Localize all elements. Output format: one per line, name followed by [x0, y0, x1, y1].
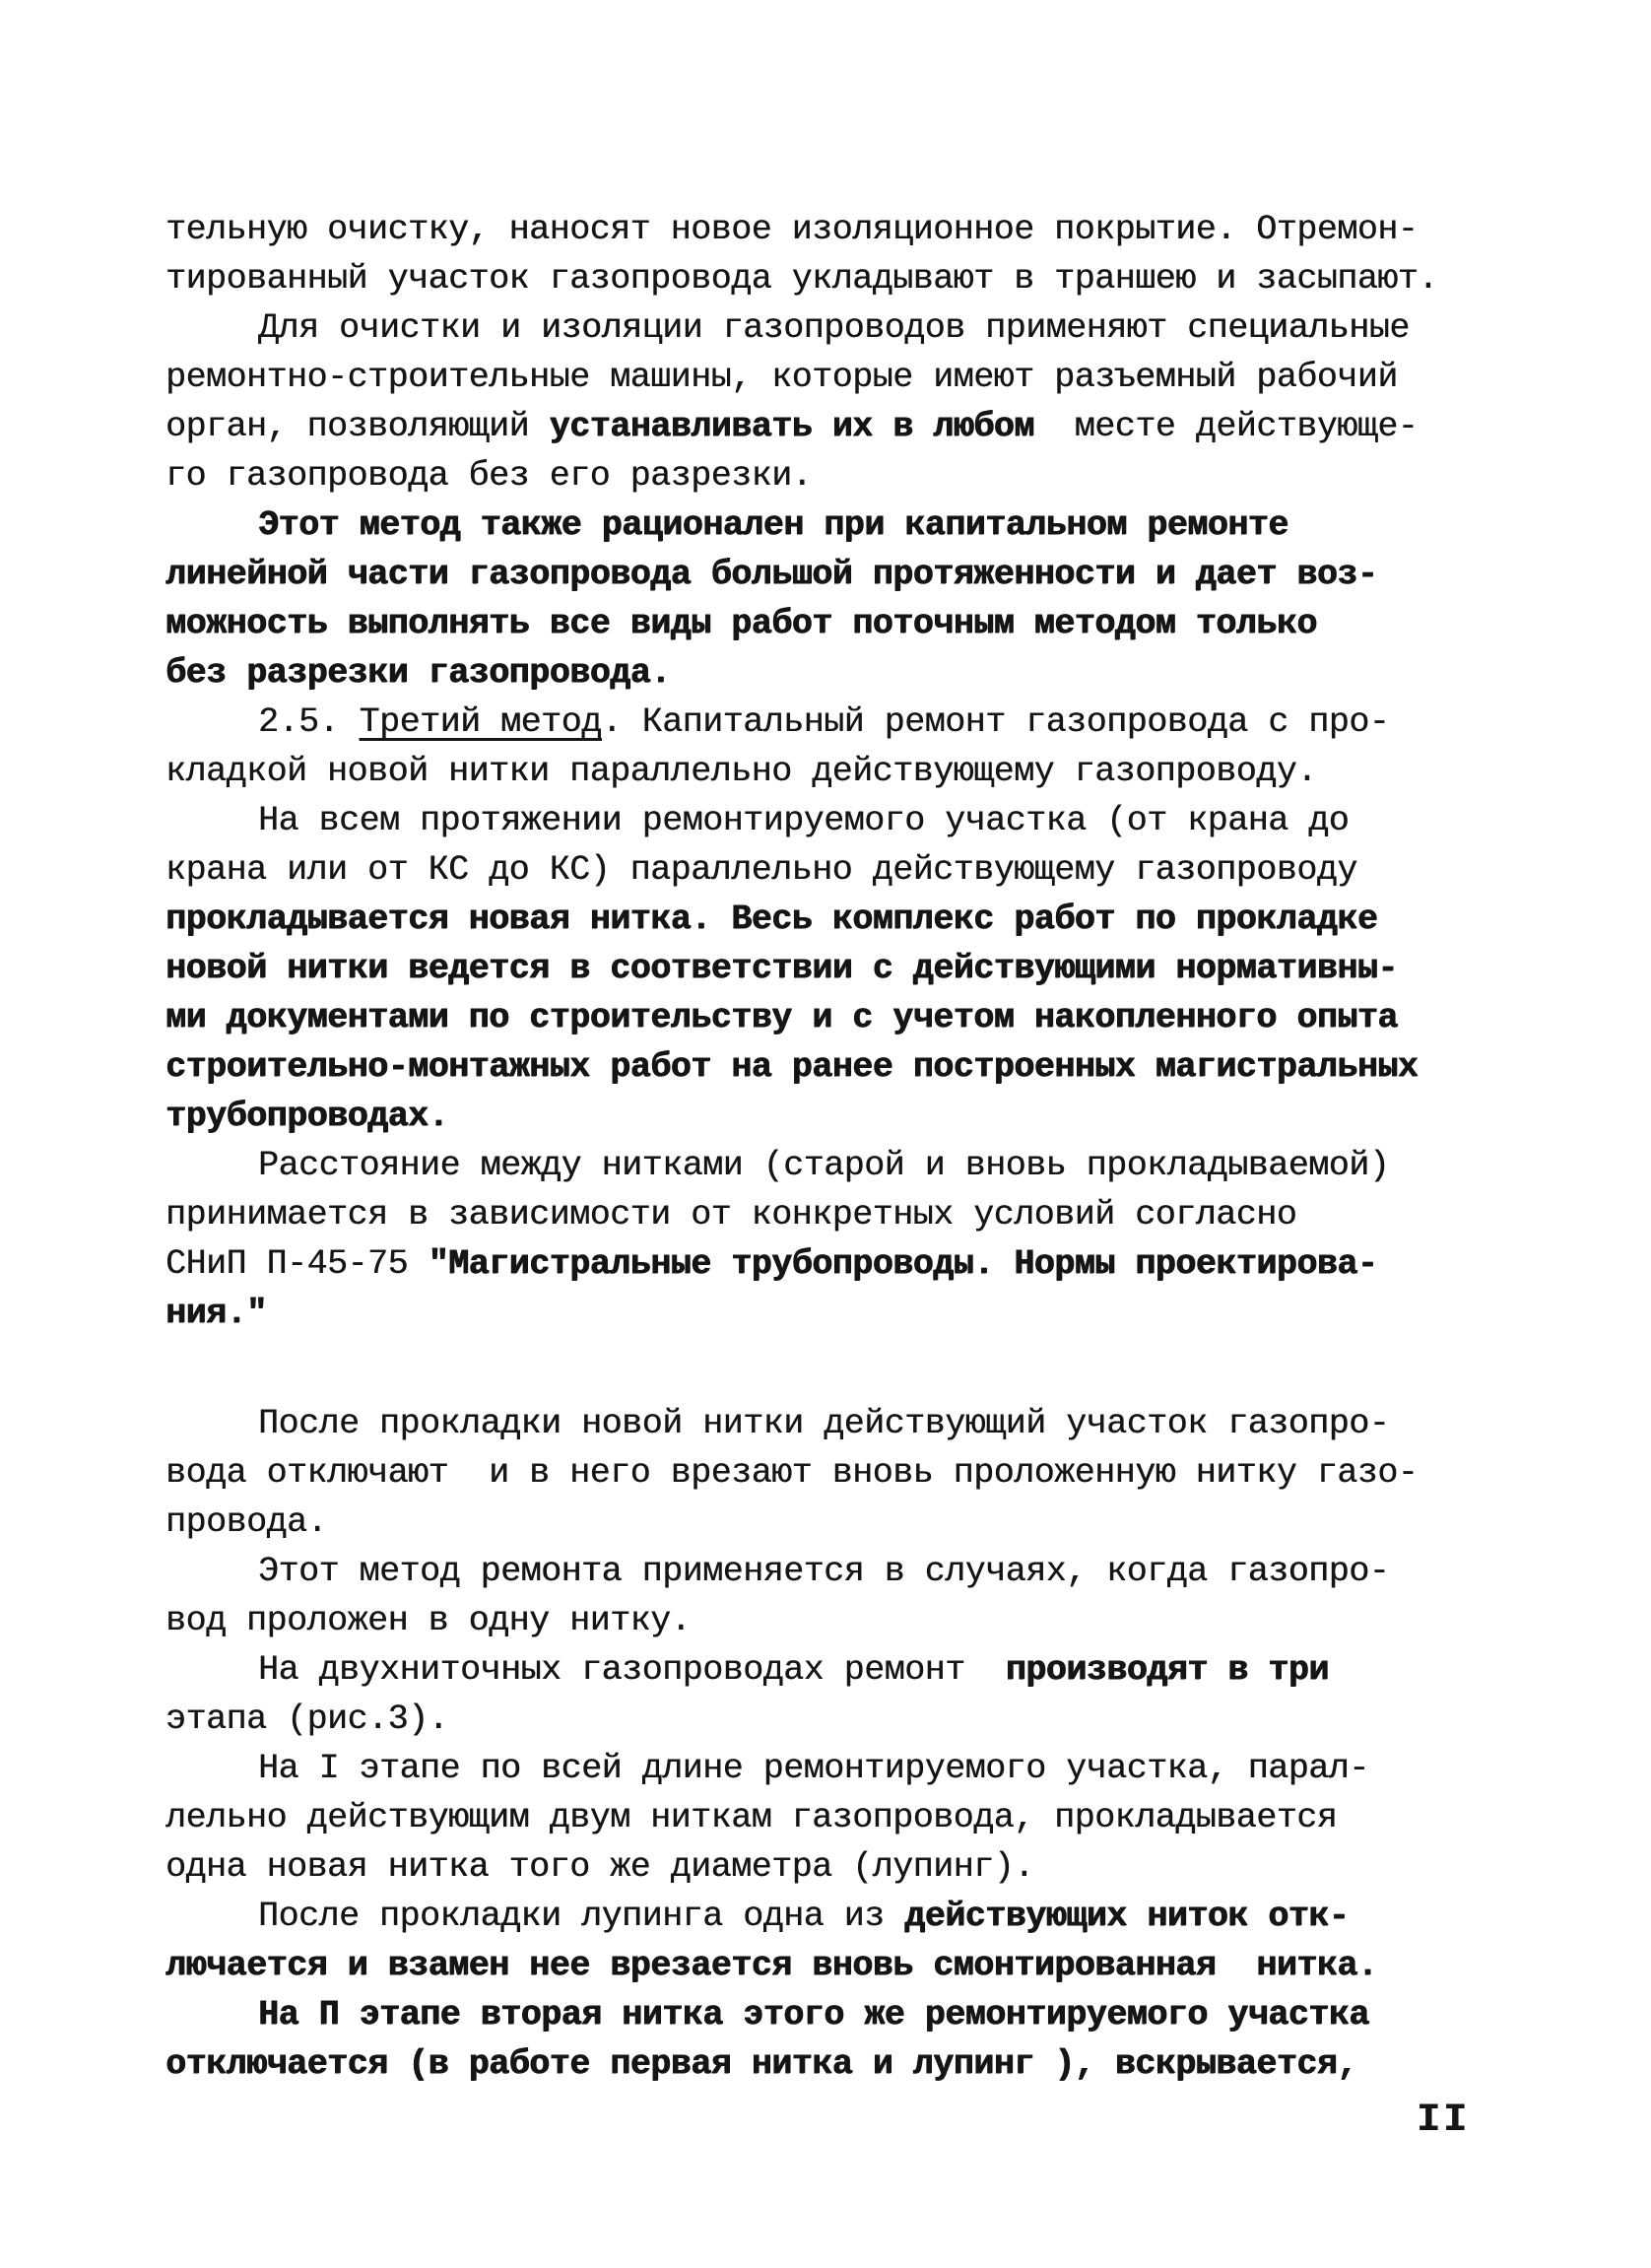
text-segment: На всем протяжении ремонтируемого участка (от крана до: [258, 801, 1350, 840]
text-line: [165, 1744, 1517, 1793]
text-line: [165, 1842, 1517, 1892]
text-line: [165, 796, 1517, 845]
text-segment: "Магистральные трубопроводы. Нормы проектирова-: [428, 1244, 1378, 1284]
text-line: [165, 895, 1517, 944]
text-line: [165, 500, 1517, 550]
text-line: [165, 648, 1517, 698]
text-segment: прокладывается новая нитка. Весь комплекс работ по прокладке: [165, 900, 1378, 939]
text-segment: производят в три: [1005, 1650, 1329, 1690]
text-segment: линейной части газопровода большой протяженности и дает воз-: [165, 555, 1378, 594]
text-line: [165, 747, 1517, 796]
text-line: [165, 698, 1517, 747]
text-segment: можность выполнять все виды работ поточным методом только: [165, 604, 1317, 643]
text-segment: трубопроводах.: [165, 1097, 449, 1136]
text-segment: На двухниточных газопроводах ремонт: [258, 1650, 1006, 1690]
text-segment: Этот метод ремонта применяется в случаях, когда газопро-: [258, 1552, 1390, 1591]
text-line: [165, 599, 1517, 648]
text-line: [165, 451, 1517, 500]
text-segment: лючается и взамен нее врезается вновь смонтированная нитка.: [165, 1946, 1378, 1985]
text-line: [165, 944, 1517, 993]
text-line: [165, 1645, 1517, 1695]
text-segment: После прокладки лупинга одна из: [258, 1897, 905, 1936]
text-segment: На П этапе вторая нитка этого же ремонтируемого участка: [258, 1995, 1369, 2035]
text-line: [165, 1547, 1517, 1596]
text-segment: лельно действующим двум ниткам газопровода, прокладывается: [165, 1798, 1338, 1837]
text-line: [165, 1990, 1517, 2039]
text-segment: Для очистки и изоляции газопроводов применяют специальные: [258, 308, 1410, 348]
text-segment: устанавливать их в любом: [549, 407, 1034, 446]
text-segment: тельную очистку, наносят новое изоляционное покрытие. Отремон-: [165, 210, 1419, 249]
text-segment: одна новая нитка того же диаметра (лупинг).: [165, 1847, 1034, 1887]
text-line: [165, 1399, 1517, 1448]
text-line: [165, 1448, 1517, 1498]
text-segment: месте действующе-: [1033, 407, 1419, 446]
text-line: [165, 550, 1517, 599]
text-line: [165, 353, 1517, 402]
text-segment: тированный участок газопровода укладывают в траншею и засыпают.: [165, 259, 1438, 299]
text-segment: принимается в зависимости от конкретных условий согласно: [165, 1195, 1297, 1234]
text-line: [165, 254, 1517, 303]
text-line: [165, 1239, 1517, 1289]
text-segment: новой нитки ведется в соответствии с действующими нормативны-: [165, 949, 1398, 988]
text-segment: крана или от КС до КС) параллельно действующему газопроводу: [165, 850, 1357, 890]
text-segment: го газопровода без его разрезки.: [165, 456, 813, 496]
text-line: [165, 845, 1517, 895]
text-line: [165, 1941, 1517, 1990]
text-line: [165, 1289, 1517, 1338]
text-line: [165, 1498, 1517, 1547]
text-line: [165, 1596, 1517, 1645]
text-line: [165, 205, 1517, 254]
text-segment: отключается (в работе первая нитка и лупинг ), вскрывается,: [165, 2044, 1357, 2084]
text-segment: этапа (рис.3).: [165, 1700, 449, 1739]
text-segment: СНиП П-45-75: [165, 1244, 429, 1284]
text-line: [165, 402, 1517, 451]
text-segment: Третий метод: [359, 702, 602, 742]
text-segment: вод проложен в одну нитку.: [165, 1601, 692, 1640]
text-line: [165, 993, 1517, 1042]
text-segment: Расстояние между нитками (старой и вновь прокладываемой): [258, 1146, 1390, 1185]
text-segment: вода отключают и в него врезают вновь проложенную нитку газо-: [165, 1453, 1419, 1493]
text-line: [165, 1190, 1517, 1239]
text-line: [165, 1141, 1517, 1190]
text-segment: ния.": [165, 1294, 267, 1333]
text-line: [165, 303, 1517, 353]
text-segment: строительно-монтажных работ на ранее построенных магистральных: [165, 1047, 1419, 1087]
text-line: [165, 1695, 1517, 1744]
text-segment: без разрезки газопровода.: [165, 653, 671, 693]
text-segment: действующих ниток отк-: [904, 1897, 1350, 1936]
text-line: [165, 1793, 1517, 1842]
text-segment: . Капитальный ремонт газопровода с про-: [601, 702, 1390, 742]
text-line: [165, 1092, 1517, 1141]
text-line: [165, 1892, 1517, 1941]
text-segment: ми документами по строительству и с учетом накопленного опыта: [165, 998, 1398, 1037]
page-number: II: [1417, 2099, 1471, 2143]
text-segment: кладкой новой нитки параллельно действующему газопроводу.: [165, 752, 1317, 791]
text-segment: Этот метод также рационален при капитальном ремонте: [258, 505, 1288, 545]
text-line: [165, 1042, 1517, 1092]
document-text: [165, 205, 1517, 2089]
text-segment: После прокладки новой нитки действующий участок газопро-: [258, 1404, 1390, 1443]
text-segment: орган, позволяющий: [165, 407, 550, 446]
text-segment: провода.: [165, 1502, 328, 1542]
text-segment: На I этапе по всей длине ремонтируемого участка, парал-: [258, 1749, 1369, 1788]
text-line: [165, 2039, 1517, 2089]
text-segment: ремонтно-строительные машины, которые имеют разъемный рабочий: [165, 358, 1398, 397]
text-segment: 2.5.: [258, 702, 360, 742]
